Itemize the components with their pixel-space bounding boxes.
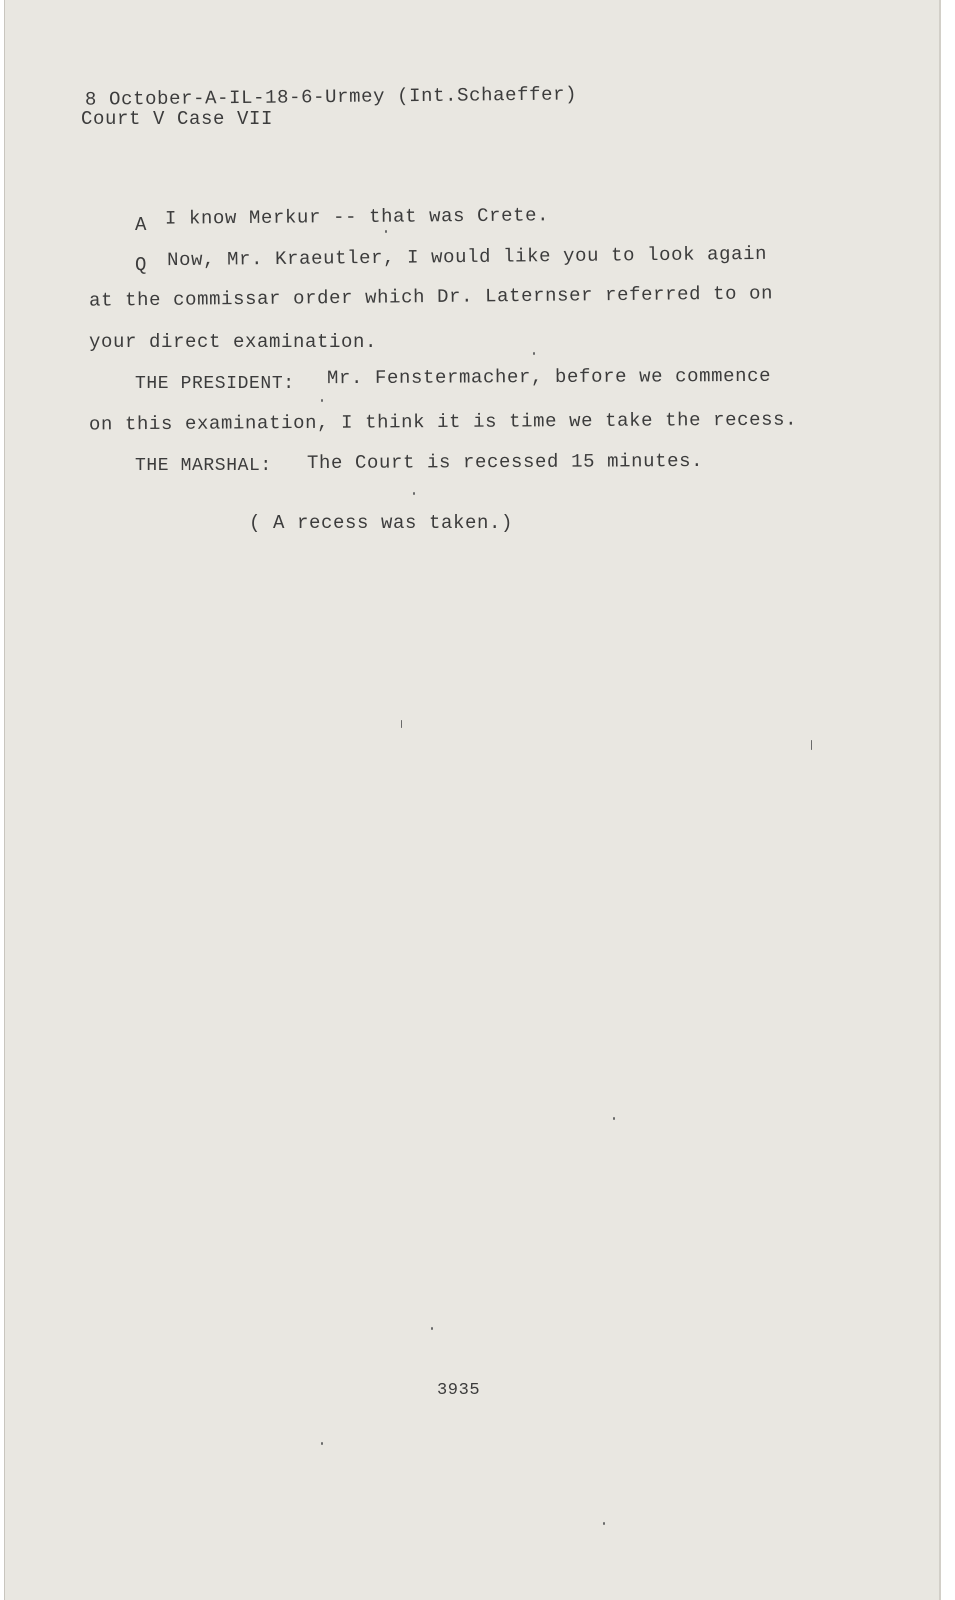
page-number: 3935: [437, 1381, 481, 1400]
ink-speck: [321, 1442, 323, 1445]
marshal-text: The Court is recessed 15 minutes.: [306, 449, 704, 475]
question-text-line-3: your direct examination.: [89, 331, 378, 353]
ink-speck: [811, 740, 812, 750]
question-text-line-2: at the commissar order which Dr. Laternser referred to on: [88, 282, 774, 312]
question-text: Now, Mr. Kraeutler, I would like you to look again: [166, 242, 768, 272]
ink-speck: [603, 1522, 605, 1525]
answer-text: I know Merkur -- that was Crete.: [164, 204, 550, 230]
ink-speck: [385, 230, 387, 233]
ink-speck: [613, 1117, 615, 1120]
ink-speck: [533, 352, 535, 355]
recess-note: ( A recess was taken.): [249, 512, 514, 534]
header-line-1: 8 October-A-IL-18-6-Urmey (Int.Schaeffer): [84, 83, 578, 111]
ink-speck: [413, 492, 415, 495]
ink-speck: [321, 399, 323, 402]
president-text-line-2: on this examination, I think it is time we take the recess.: [88, 408, 798, 436]
header-line-2: Court V Case VII: [81, 108, 274, 130]
ink-speck: [401, 720, 402, 728]
marshal-label: THE MARSHAL:: [135, 456, 272, 476]
question-label: Q: [135, 254, 148, 276]
ink-speck: [431, 1327, 433, 1330]
president-text: Mr. Fenstermacher, before we commence: [326, 364, 772, 390]
document-page: [4, 0, 941, 1600]
president-label: THE PRESIDENT:: [135, 374, 295, 394]
answer-label: A: [135, 214, 148, 236]
